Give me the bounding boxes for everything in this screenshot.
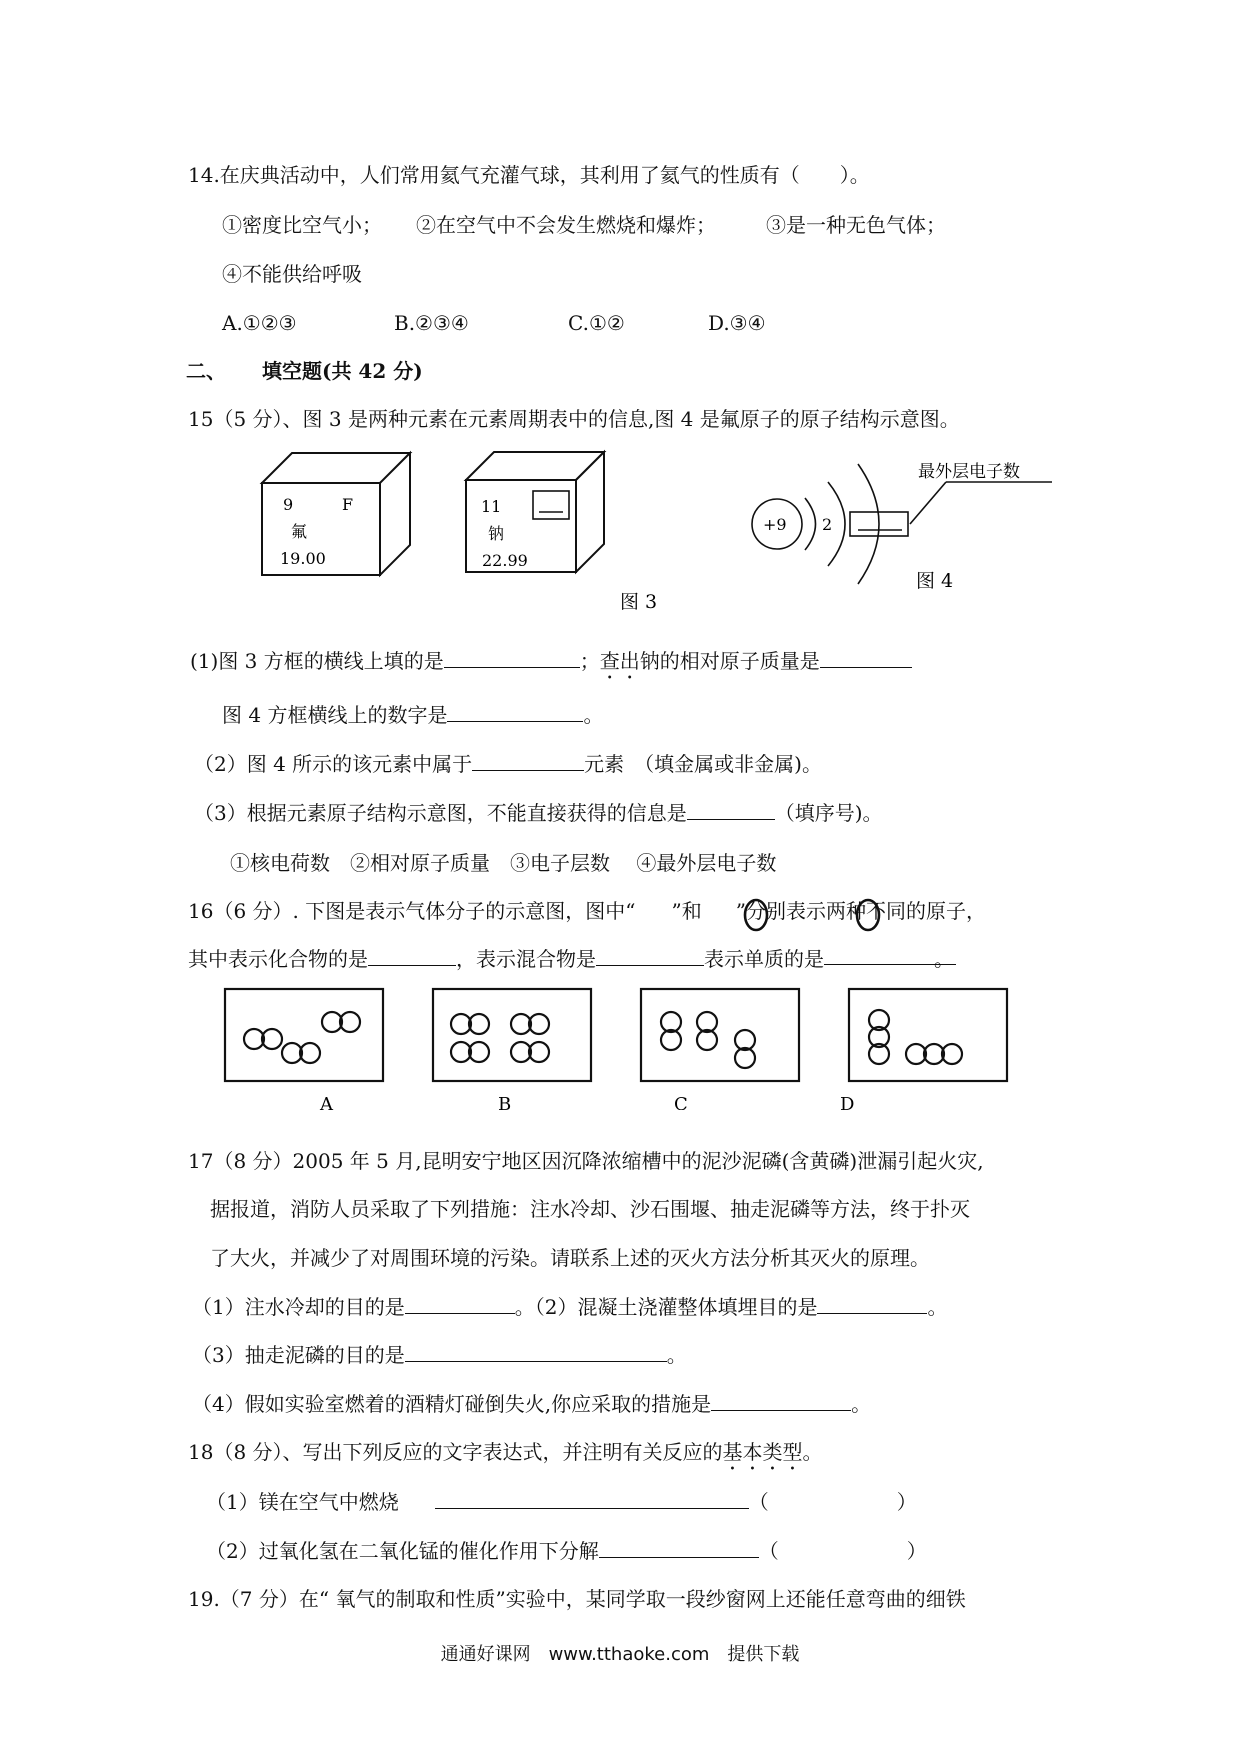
q17-part4: [192, 1391, 871, 1417]
q17-part1-text: （1）注水冷却的目的是: [192, 1295, 405, 1319]
q17-line2: 据报道，消防人员采取了下列措施：注水冷却、沙石围堰、抽走泥磷等方法，终于扑灭: [210, 1197, 970, 1221]
answer-blank-removal[interactable]: [405, 1343, 667, 1362]
q18-part1: [206, 1489, 917, 1515]
molecule-label-a: A: [320, 1094, 333, 1110]
q18-part2-text: （2）过氧化氢在二氧化锰的催化作用下分解: [206, 1539, 599, 1563]
figure-4-caption: 图 4: [916, 570, 954, 592]
q17-part3: [192, 1342, 687, 1368]
q18-stem: [188, 1439, 823, 1475]
q15-part3: [194, 800, 883, 826]
answer-blank-compound[interactable]: [368, 947, 456, 966]
fluorine-symbol: F: [342, 495, 354, 514]
molecule-box-b: [433, 989, 591, 1081]
q17-line1: 17（8 分）2005 年 5 月,昆明安宁地区因沉降浓缩槽中的泥沙泥磷(含黄磷)泄漏引起火灾,: [188, 1149, 984, 1173]
q15-part2-end: 元素 （填金属或非金属)。: [584, 752, 822, 776]
answer-blank-burying[interactable]: [817, 1295, 927, 1314]
sodium-mass: 22.99: [482, 551, 528, 570]
molecule-box-d: [849, 989, 1007, 1081]
q15-part1-line2: [222, 702, 603, 728]
q16-mixture-text: ，表示混合物是: [456, 947, 596, 971]
answer-blank-symbol[interactable]: [444, 649, 580, 668]
molecule-label-d: D: [840, 1094, 855, 1110]
q17-part4-end: 。: [851, 1392, 872, 1416]
q17-line3: 了大火，并减少了对周围环境的污染。请联系上述的灭火方法分析其灭火的原理。: [210, 1246, 930, 1270]
answer-blank-sodium-mass[interactable]: [820, 649, 912, 668]
answer-blank-mg-equation[interactable]: [435, 1490, 749, 1509]
molecule-box-c: [641, 989, 799, 1081]
page-footer: 通通好课网 www.tthaoke.com 提供下载: [440, 1644, 800, 1665]
answer-blank-outer-electrons[interactable]: [447, 703, 583, 722]
sodium-name: 钠: [488, 524, 505, 543]
q18-part1-text: （1）镁在空气中燃烧: [206, 1490, 399, 1514]
q17-part2-end: 。: [927, 1295, 948, 1319]
q18-emphasis-basic-type: 基本类型: [722, 1440, 803, 1464]
answer-blank-mixture[interactable]: [596, 947, 704, 966]
q14-option-3: ③是一种无色气体；: [766, 213, 946, 237]
inner-shell-electrons: 2: [822, 515, 833, 534]
q15-part3-options: ①核电荷数 ②相对原子质量 ③电子层数 ④最外层电子数: [230, 851, 777, 875]
q14-option-4: ④不能供给呼吸: [222, 262, 362, 286]
answer-blank-measure[interactable]: [711, 1392, 851, 1411]
nucleus-charge: +9: [763, 515, 787, 534]
q14-choice-a: A.①②③: [222, 311, 297, 335]
q18-part1-paren-close: ）: [896, 1490, 917, 1514]
q16-molecule-figures: [0, 980, 1240, 1110]
q14-choice-b: B.②③④: [394, 311, 469, 335]
q18-part1-paren-open: （: [748, 1490, 769, 1514]
q16-element-text: 表示单质的是: [704, 947, 824, 971]
q16-stem-a: 16（6 分）. 下图是表示气体分子的示意图，图中“: [188, 899, 636, 923]
q15-emphasis-chachu: 查出: [599, 649, 640, 673]
q16-line2: [188, 946, 956, 972]
q18-stem-text: 18（8 分）、写出下列反应的文字表达式，并注明有关反应的: [188, 1440, 723, 1464]
q14-option-1: ①密度比空气小；: [222, 213, 382, 237]
q15-part1-mass-text: 钠的相对原子质量是: [639, 649, 820, 673]
q16-atom-symbols: [0, 890, 1240, 940]
q17-part3-text: （3）抽走泥磷的目的是: [192, 1343, 405, 1367]
q18-stem-end: 。: [802, 1440, 823, 1464]
q16-compound-text: 其中表示化合物的是: [188, 947, 368, 971]
q14-option-2: ②在空气中不会发生燃烧和爆炸；: [416, 213, 716, 237]
answer-blank-element[interactable]: [824, 946, 956, 971]
fluorine-atom-diagram: [752, 464, 1052, 584]
section-title: 填空题(共 42 分): [262, 359, 423, 383]
figure-3-caption: 图 3: [620, 591, 658, 613]
fluorine-mass: 19.00: [280, 549, 326, 568]
molecule-box-a: [225, 989, 383, 1081]
q17-part1-2: [192, 1294, 947, 1320]
q15-part1-fig4-text: 图 4 方框横线上的数字是: [222, 703, 448, 727]
q16-line2-end: 。: [934, 947, 954, 971]
molecule-label-c: C: [674, 1094, 688, 1110]
answer-blank-element-type[interactable]: [472, 752, 584, 771]
q15-part1-line1: [190, 648, 912, 684]
fluorine-name: 氟: [291, 522, 308, 541]
q15-part3-text: （3）根据元素原子结构示意图，不能直接获得的信息是: [194, 801, 687, 825]
q17-part3-end: 。: [666, 1343, 687, 1367]
answer-blank-cooling[interactable]: [405, 1295, 515, 1314]
q15-figures: [0, 440, 1240, 620]
q15-part2-text: （2）图 4 所示的该元素中属于: [194, 752, 473, 776]
fluorine-number: 9: [283, 495, 294, 514]
molecule-label-b: B: [498, 1094, 512, 1110]
section-number: 二、: [186, 359, 226, 383]
q18-part2: [206, 1538, 927, 1564]
q15-part1-text: (1)图 3 方框的横线上填的是: [190, 649, 444, 673]
q15-stem: 15（5 分）、图 3 是两种元素在元素周期表中的信息,图 4 是氟原子的原子结构示意图。: [188, 407, 960, 431]
q16-stem-b: ”和: [671, 899, 702, 923]
q16-stem-c: ”分别表示两种不同的原子，: [735, 899, 986, 923]
answer-blank-h2o2-equation[interactable]: [599, 1539, 759, 1558]
q19-line1: 19.（7 分）在“ 氧气的制取和性质”实验中，某同学取一段纱窗网上还能任意弯曲的细铁: [188, 1587, 966, 1611]
q14-stem: 14.在庆典活动中，人们常用氦气充灌气球，其利用了氦气的性质有（ ）。: [188, 163, 870, 187]
sodium-number: 11: [481, 497, 502, 516]
q18-part2-paren-open: （: [758, 1539, 779, 1563]
q15-part2: [194, 751, 822, 777]
q17-part2-text: 。（2）混凝土浇灌整体填埋目的是: [514, 1295, 818, 1319]
answer-blank-info[interactable]: [687, 801, 775, 820]
q15-part3-end: （填序号)。: [774, 801, 883, 825]
q17-part4-text: （4）假如实验室燃着的酒精灯碰倒失火,你应采取的措施是: [192, 1392, 712, 1416]
q14-choice-c: C.①②: [568, 311, 625, 335]
atom-symbol-large-icon: [857, 900, 879, 930]
q18-part2-paren-close: ）: [906, 1539, 927, 1563]
q15-part1-end: 。: [583, 703, 604, 727]
q14-choice-d: D.③④: [708, 311, 766, 335]
q15-part1-sep: ；: [579, 649, 600, 673]
outer-electron-callout: 最外层电子数: [918, 462, 1020, 482]
atom-symbol-large-icon: [745, 900, 767, 930]
